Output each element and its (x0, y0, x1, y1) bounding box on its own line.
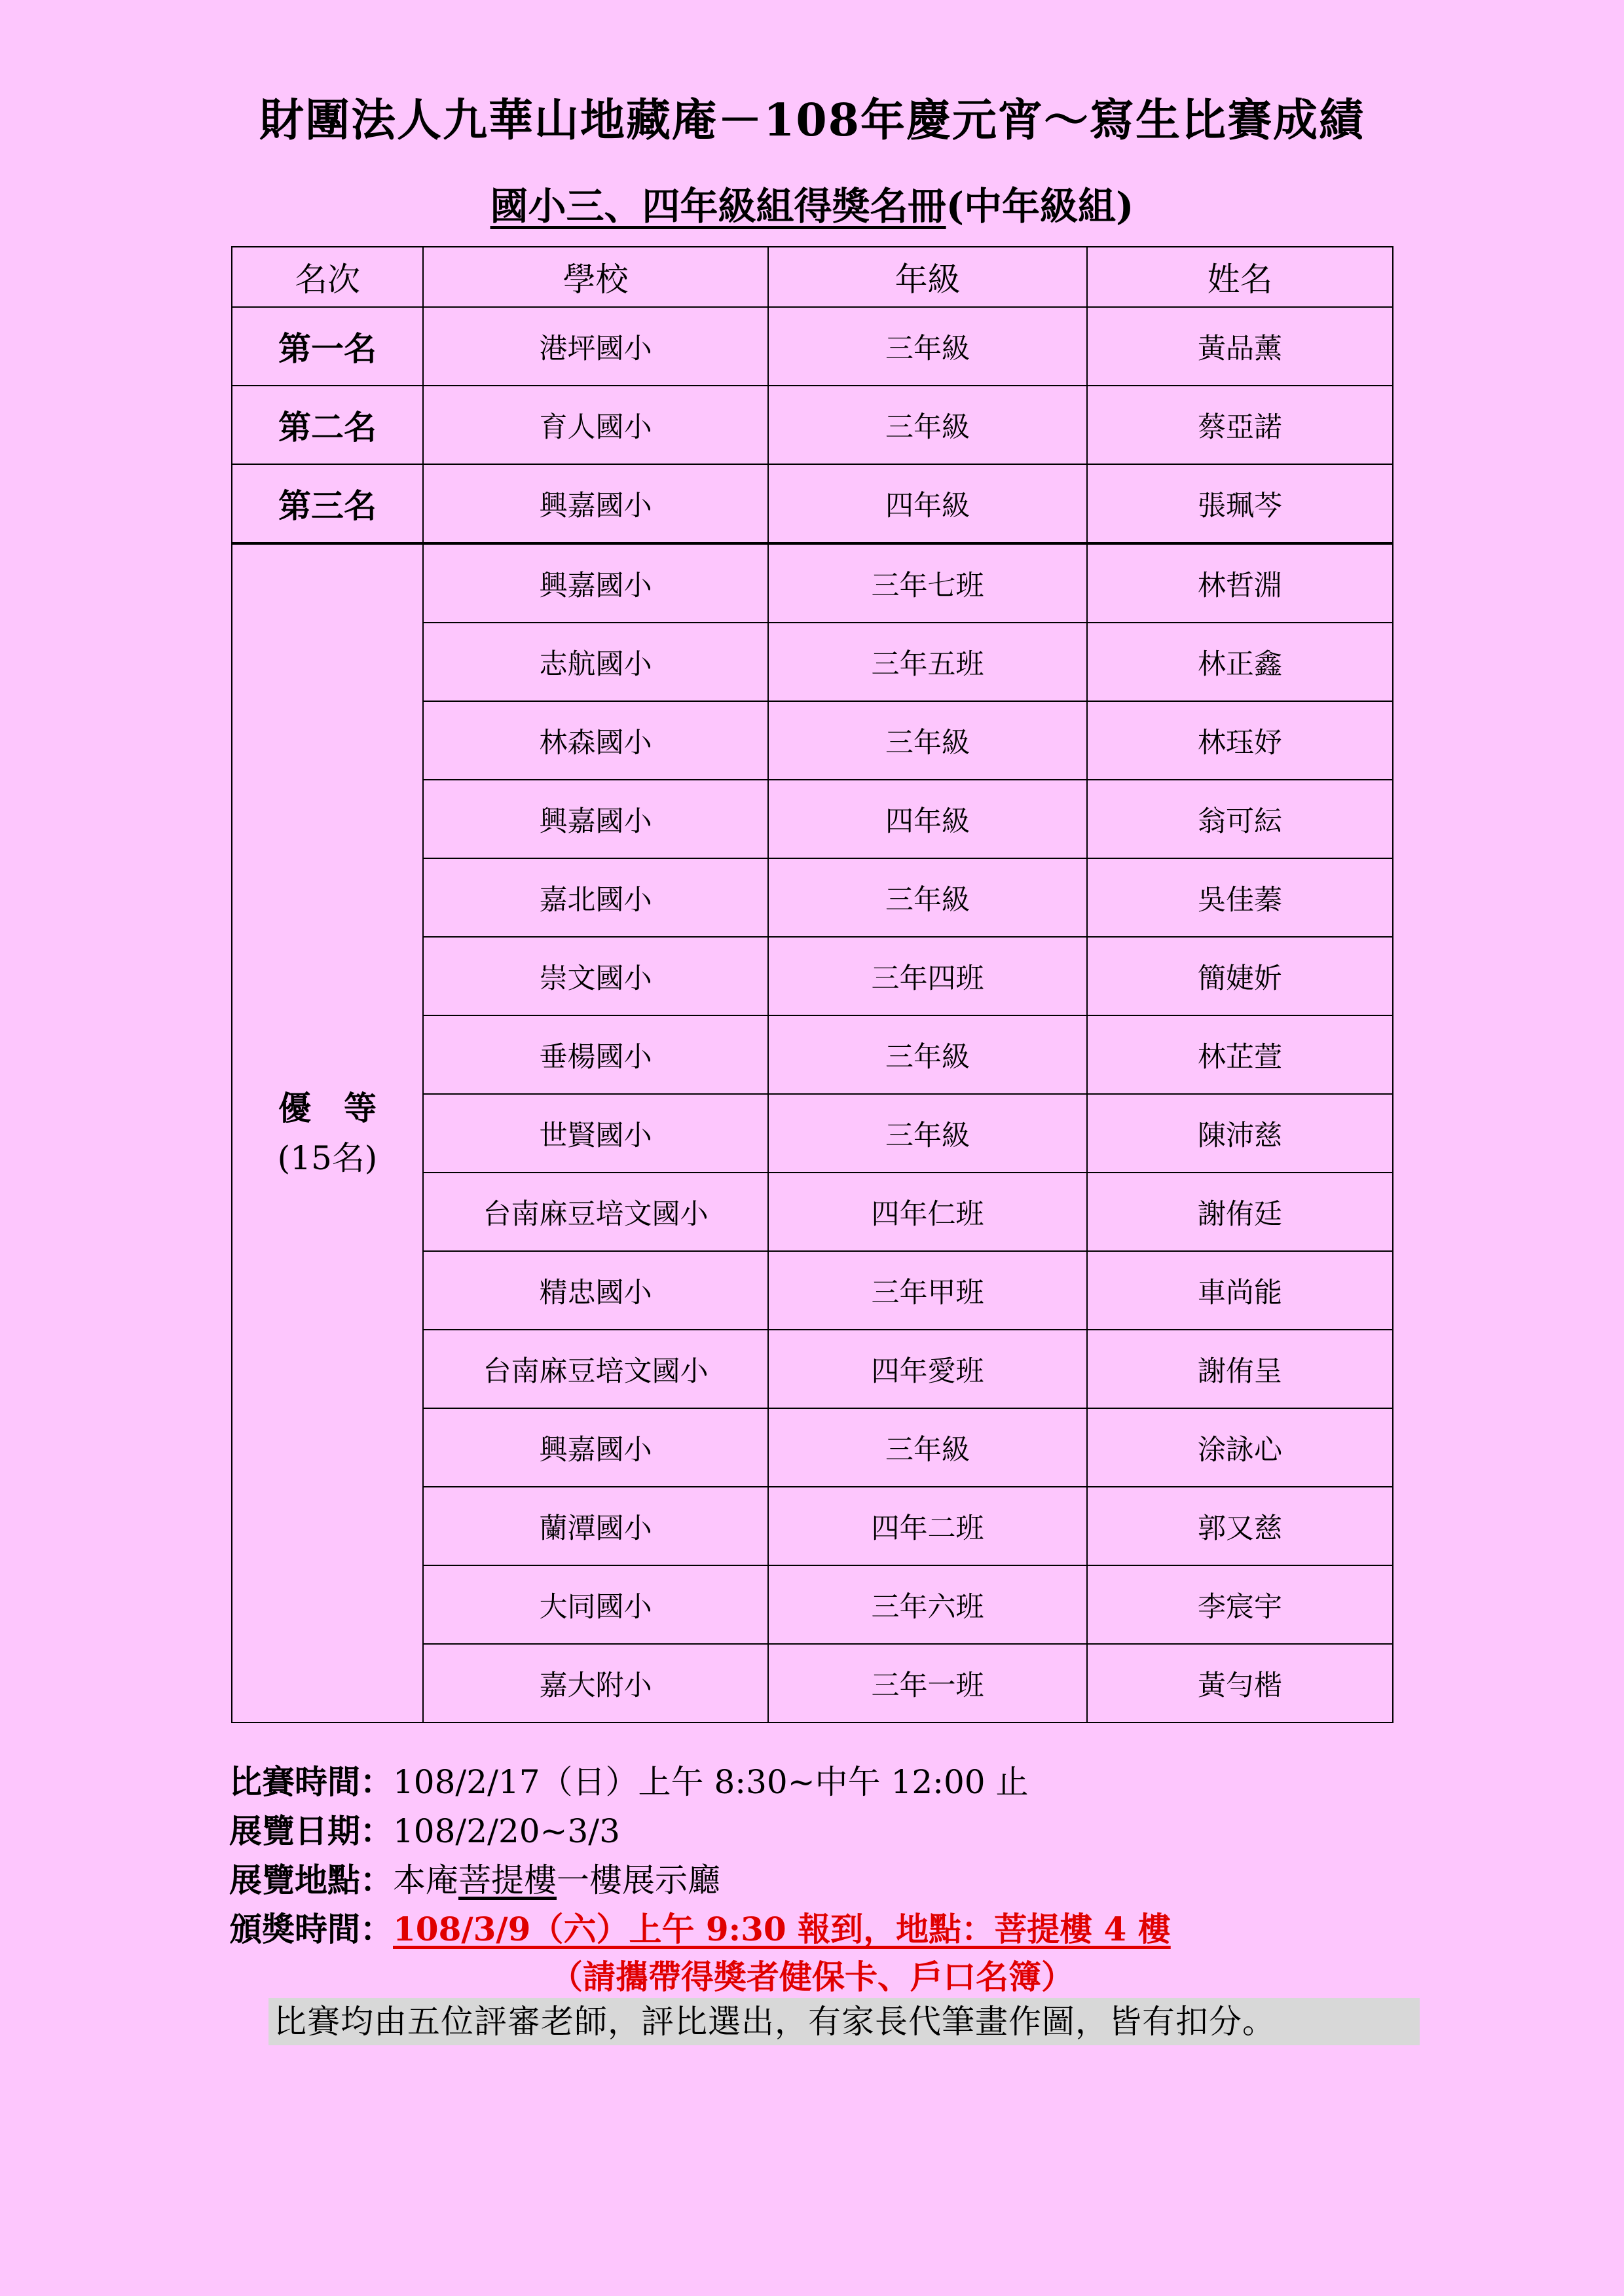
merit-rank-cell (232, 543, 423, 1722)
exhibit-place-prefix: 本庵 (393, 1861, 458, 1899)
grade-cell: 四年級 (768, 780, 1087, 858)
school-cell: 嘉大附小 (423, 1644, 768, 1722)
school-cell: 台南麻豆培文國小 (423, 1173, 768, 1251)
exhibit-date-label: 展覽日期： (229, 1812, 393, 1850)
name-cell: 林正鑫 (1087, 623, 1393, 701)
school-cell: 崇文國小 (423, 937, 768, 1015)
rank-cell: 第三名 (232, 464, 423, 543)
competition-time-label: 比賽時間： (229, 1762, 393, 1801)
school-cell: 興嘉國小 (423, 543, 768, 623)
school-cell: 興嘉國小 (423, 780, 768, 858)
table-row (232, 386, 1393, 464)
grade-cell: 三年七班 (768, 543, 1087, 623)
grade-cell: 三年級 (768, 858, 1087, 937)
school-cell: 林森國小 (423, 701, 768, 780)
school-cell: 世賢國小 (423, 1094, 768, 1173)
name-cell: 陳沛慈 (1087, 1094, 1393, 1173)
school-cell: 嘉北國小 (423, 858, 768, 937)
competition-time-value: 108/2/17（日）上午 8:30~中午 12:00 止 (393, 1763, 1029, 1801)
exhibit-place (229, 1854, 720, 1901)
school-cell: 大同國小 (423, 1565, 768, 1644)
exhibit-place-building: 菩提樓 (458, 1861, 557, 1899)
name-cell: 車尚能 (1087, 1251, 1393, 1330)
grade-cell: 四年二班 (768, 1487, 1087, 1565)
name-cell: 翁可紜 (1087, 780, 1393, 858)
grade-cell: 三年級 (768, 1015, 1087, 1094)
grade-cell: 三年級 (768, 1408, 1087, 1487)
school-cell: 育人國小 (423, 386, 768, 464)
school-cell: 垂楊國小 (423, 1015, 768, 1094)
name-cell: 謝侑廷 (1087, 1173, 1393, 1251)
awards-table (231, 246, 1393, 1723)
header-rank: 名次 (232, 247, 423, 307)
grade-cell: 四年級 (768, 464, 1087, 543)
table-row (232, 543, 1393, 623)
table-header-row (232, 247, 1393, 307)
subtitle-main: 國小三、四年級組得獎名冊 (490, 184, 946, 228)
grade-cell: 三年級 (768, 1094, 1087, 1173)
merit-count: (15名) (277, 1139, 378, 1177)
grade-cell: 三年級 (768, 307, 1087, 386)
name-cell: 郭又慈 (1087, 1487, 1393, 1565)
grade-cell: 三年一班 (768, 1644, 1087, 1722)
award-note: （請攜帶得獎者健保卡、戶口名簿） (550, 1958, 1074, 1996)
name-cell: 黃勻楷 (1087, 1644, 1393, 1722)
name-cell: 張珮芩 (1087, 464, 1393, 543)
page-title: 財團法人九華山地藏庵－108年慶元宵～寫生比賽成績 (259, 94, 1365, 147)
name-cell: 謝侑呈 (1087, 1330, 1393, 1408)
page-subtitle (0, 175, 1624, 230)
name-cell: 林珏妤 (1087, 701, 1393, 780)
name-cell: 吳佳蓁 (1087, 858, 1393, 937)
exhibit-date-value: 108/2/20~3/3 (393, 1812, 620, 1850)
name-cell: 蔡亞諾 (1087, 386, 1393, 464)
grade-cell: 三年五班 (768, 623, 1087, 701)
name-cell: 黃品薰 (1087, 307, 1393, 386)
award-time-value: 108/3/9（六）上午 9:30 報到，地點：菩提樓 4 樓 (393, 1910, 1171, 1948)
table-row (232, 464, 1393, 543)
grade-cell: 三年甲班 (768, 1251, 1087, 1330)
school-cell: 志航國小 (423, 623, 768, 701)
rank-cell: 第二名 (232, 386, 423, 464)
footer-note: 比賽均由五位評審老師，評比選出，有家長代筆畫作圖，皆有扣分。 (268, 1998, 1420, 2045)
exhibit-date (229, 1805, 620, 1852)
grade-cell: 三年級 (768, 701, 1087, 780)
grade-cell: 三年六班 (768, 1565, 1087, 1644)
rank-cell: 第一名 (232, 307, 423, 386)
exhibit-place-label: 展覽地點： (229, 1861, 393, 1899)
grade-cell: 四年愛班 (768, 1330, 1087, 1408)
merit-label: 優 等 (278, 1089, 377, 1127)
table-row (232, 307, 1393, 386)
name-cell: 簡婕妡 (1087, 937, 1393, 1015)
name-cell: 林哲淵 (1087, 543, 1393, 623)
grade-cell: 四年仁班 (768, 1173, 1087, 1251)
grade-cell: 三年四班 (768, 937, 1087, 1015)
exhibit-place-suffix: 一樓展示廳 (557, 1861, 720, 1899)
subtitle-suffix: (中年級組) (946, 184, 1134, 228)
grade-cell: 三年級 (768, 386, 1087, 464)
header-school: 學校 (423, 247, 768, 307)
name-cell: 林芷萱 (1087, 1015, 1393, 1094)
school-cell: 興嘉國小 (423, 1408, 768, 1487)
school-cell: 台南麻豆培文國小 (423, 1330, 768, 1408)
header-grade: 年級 (768, 247, 1087, 307)
school-cell: 蘭潭國小 (423, 1487, 768, 1565)
school-cell: 興嘉國小 (423, 464, 768, 543)
school-cell: 精忠國小 (423, 1251, 768, 1330)
award-time (229, 1903, 1171, 1950)
school-cell: 港坪國小 (423, 307, 768, 386)
header-name: 姓名 (1087, 247, 1393, 307)
name-cell: 李宸宇 (1087, 1565, 1393, 1644)
award-time-label: 頒獎時間： (229, 1910, 393, 1948)
competition-time (229, 1756, 1029, 1803)
name-cell: 涂詠心 (1087, 1408, 1393, 1487)
